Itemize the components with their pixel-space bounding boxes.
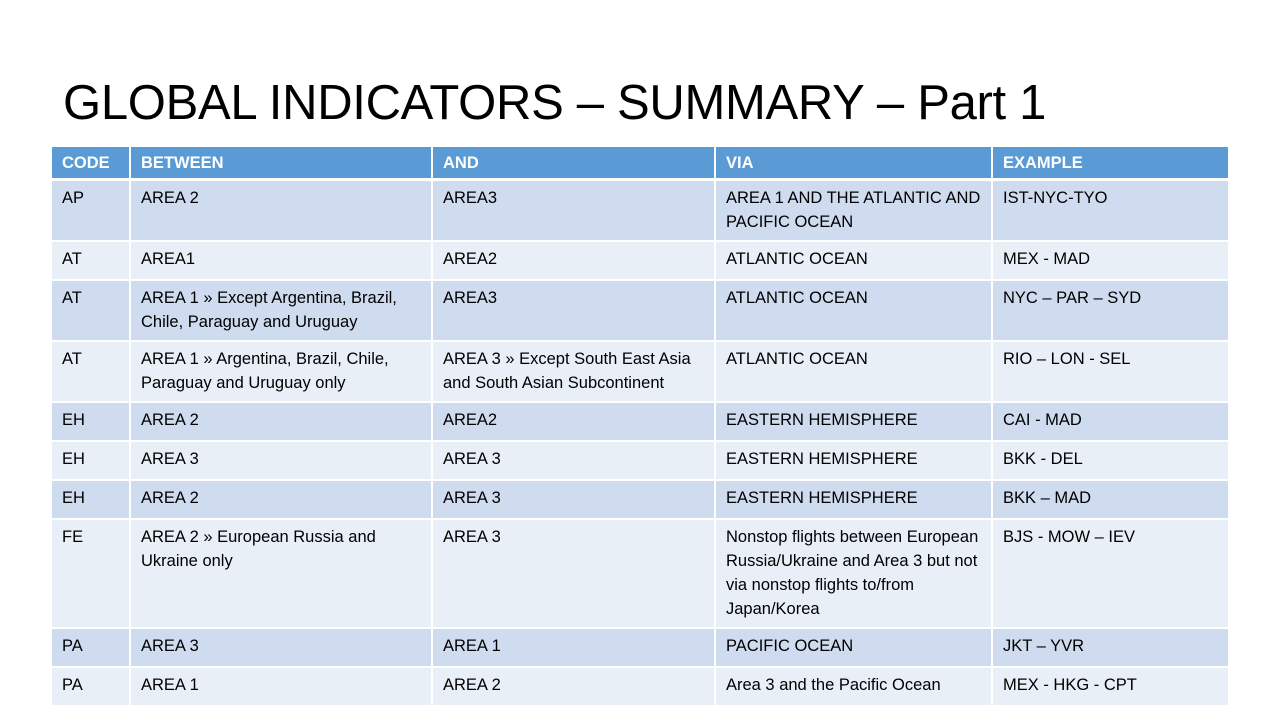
table-row <box>52 180 1228 242</box>
table-row <box>52 480 1228 519</box>
cell-and: AREA2 <box>432 402 715 441</box>
header-code: CODE <box>52 147 130 180</box>
header-example: EXAMPLE <box>992 147 1228 180</box>
cell-between: AREA1 <box>130 241 432 280</box>
header-via: VIA <box>715 147 992 180</box>
cell-code: FE <box>52 519 130 628</box>
cell-and: AREA3 <box>432 280 715 341</box>
cell-example: RIO – LON - SEL <box>992 341 1228 402</box>
cell-between: AREA 1 » Argentina, Brazil, Chile, Paraguay and Uruguay only <box>130 341 432 402</box>
cell-via: ATLANTIC OCEAN <box>715 341 992 402</box>
cell-code: AT <box>52 241 130 280</box>
cell-example: BKK - DEL <box>992 441 1228 480</box>
cell-code: EH <box>52 402 130 441</box>
cell-code: AP <box>52 180 130 242</box>
cell-between: AREA 2 <box>130 402 432 441</box>
cell-between: AREA 2 » European Russia and Ukraine only <box>130 519 432 628</box>
cell-example: MEX - HKG - CPT <box>992 667 1228 706</box>
table-header-row <box>52 147 1228 180</box>
cell-and: AREA3 <box>432 180 715 242</box>
cell-between: AREA 1 » Except Argentina, Brazil, Chile, Paraguay and Uruguay <box>130 280 432 341</box>
cell-and: AREA 3 <box>432 519 715 628</box>
cell-between: AREA 2 <box>130 480 432 519</box>
cell-example: BJS - MOW – IEV <box>992 519 1228 628</box>
table-row <box>52 402 1228 441</box>
cell-via: ATLANTIC OCEAN <box>715 280 992 341</box>
cell-code: EH <box>52 441 130 480</box>
cell-via: Nonstop flights between European Russia/Ukraine and Area 3 but not via nonstop flights to/from Japan/Korea <box>715 519 992 628</box>
cell-and: AREA 3 <box>432 441 715 480</box>
cell-between: AREA 3 <box>130 628 432 667</box>
cell-via: Area 3 and the Pacific Ocean <box>715 667 992 706</box>
cell-between: AREA 3 <box>130 441 432 480</box>
table-row <box>52 341 1228 402</box>
cell-via: EASTERN HEMISPHERE <box>715 402 992 441</box>
table-row <box>52 519 1228 628</box>
cell-via: PACIFIC OCEAN <box>715 628 992 667</box>
table-row <box>52 628 1228 667</box>
slide-title: GLOBAL INDICATORS – SUMMARY – Part 1 <box>63 76 1047 130</box>
cell-between: AREA 2 <box>130 180 432 242</box>
cell-and: AREA 1 <box>432 628 715 667</box>
cell-example: MEX - MAD <box>992 241 1228 280</box>
header-between: BETWEEN <box>130 147 432 180</box>
cell-example: IST-NYC-TYO <box>992 180 1228 242</box>
table-row <box>52 280 1228 341</box>
cell-code: PA <box>52 628 130 667</box>
cell-and: AREA 3 <box>432 480 715 519</box>
cell-example: CAI - MAD <box>992 402 1228 441</box>
cell-code: AT <box>52 341 130 402</box>
cell-and: AREA 2 <box>432 667 715 706</box>
cell-via: EASTERN HEMISPHERE <box>715 441 992 480</box>
table-row <box>52 667 1228 706</box>
cell-and: AREA2 <box>432 241 715 280</box>
table-row <box>52 441 1228 480</box>
cell-code: PA <box>52 667 130 706</box>
cell-code: EH <box>52 480 130 519</box>
cell-example: BKK – MAD <box>992 480 1228 519</box>
header-and: AND <box>432 147 715 180</box>
cell-via: ATLANTIC OCEAN <box>715 241 992 280</box>
cell-code: AT <box>52 280 130 341</box>
cell-and: AREA 3 » Except South East Asia and South Asian Subcontinent <box>432 341 715 402</box>
global-indicators-table <box>52 147 1228 707</box>
cell-via: AREA 1 AND THE ATLANTIC AND PACIFIC OCEAN <box>715 180 992 242</box>
cell-example: NYC – PAR – SYD <box>992 280 1228 341</box>
table-row <box>52 241 1228 280</box>
cell-between: AREA 1 <box>130 667 432 706</box>
cell-via: EASTERN HEMISPHERE <box>715 480 992 519</box>
cell-example: JKT – YVR <box>992 628 1228 667</box>
